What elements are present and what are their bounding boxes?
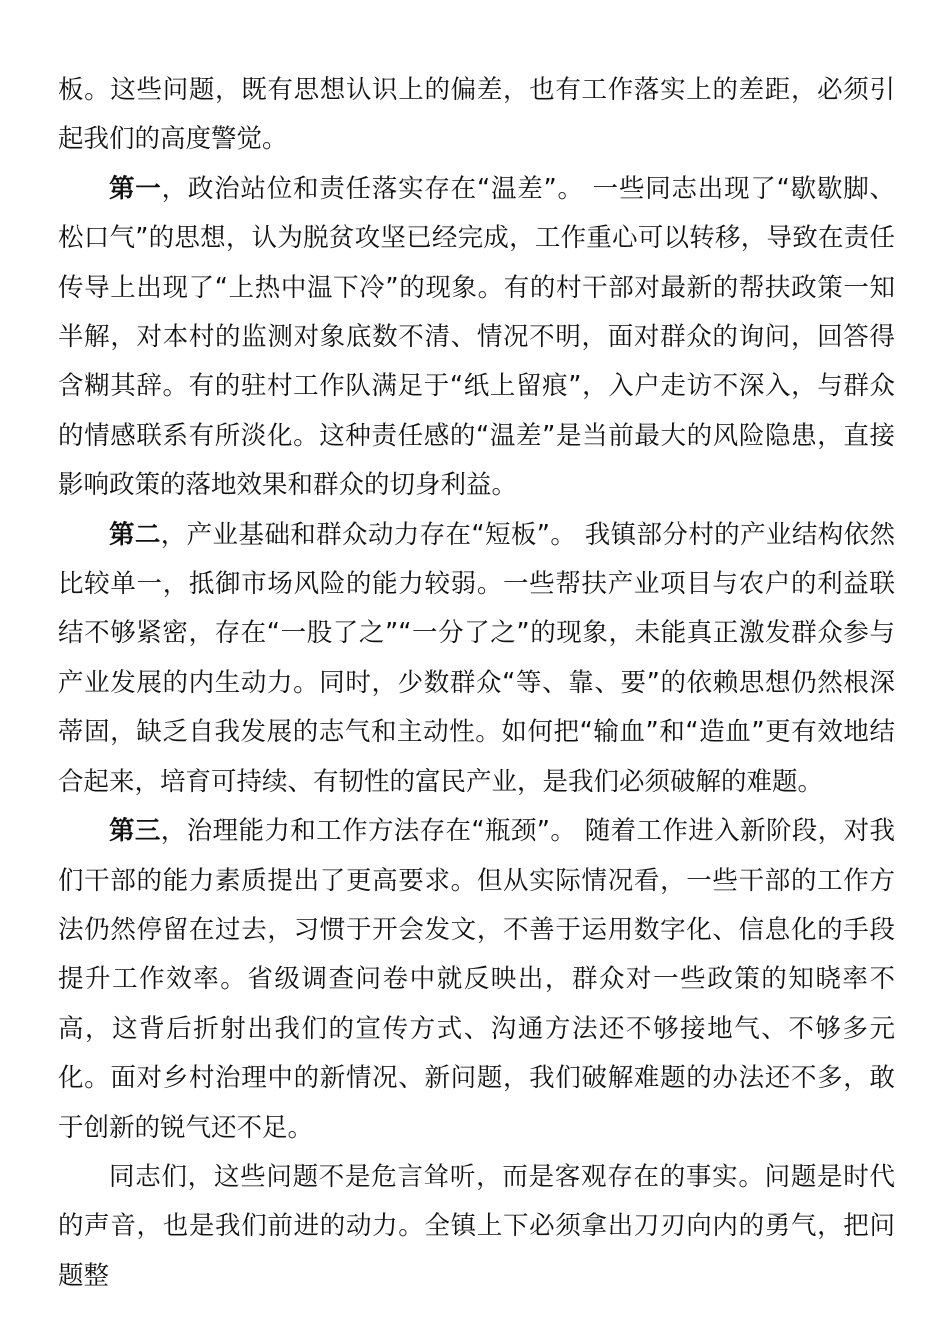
paragraph-second-issue <box>58 511 895 807</box>
paragraph-text: 板。这些问题，既有思想认识上的偏差，也有工作落实上的差距，必须引起我们的高度警觉。 <box>58 75 895 155</box>
paragraph-text: ，产业基础和群众动力存在“短板”。 我镇部分村的产业结构依然比较单一，抵御市场风险的能力较弱。一些帮扶产业项目与农户的利益联结不够紧密，存在“一股了之”“一分了之”的现象，未能真正激发群众参与产业发展的内生动力。同时，少数群众“等、靠、要”的依赖思想仍然根深蒂固，缺乏自我发展的志气和主动性。如何把“输血”和“造血”更有效地结合起来，培育可持续、有韧性的富民产业，是我们必须破解的难题。 <box>58 519 895 797</box>
paragraph-continuation <box>58 66 895 165</box>
paragraph-lead: 第三 <box>109 816 161 847</box>
paragraph-closing <box>58 1153 895 1301</box>
paragraph-first-issue <box>58 165 895 511</box>
paragraph-lead: 第二 <box>109 519 161 550</box>
paragraph-third-issue <box>58 807 895 1153</box>
paragraph-lead: 第一 <box>109 173 162 204</box>
document-page <box>58 66 895 1301</box>
paragraph-text: ，治理能力和工作方法存在“瓶颈”。 随着工作进入新阶段，对我们干部的能力素质提出了更高要求。但从实际情况看，一些干部的工作方法仍然停留在过去，习惯于开会发文，不善于运用数字化、信息化的手段提升工作效率。省级调查问卷中就反映出，群众对一些政策的知晓率不高，这背后折射出我们的宣传方式、沟通方法还不够接地气、不够多元化。面对乡村治理中的新情况、新问题，我们破解难题的办法还不多，敢于创新的锐气还不足。 <box>58 816 895 1143</box>
paragraph-text: ，政治站位和责任落实存在“温差”。 一些同志出现了“歇歇脚、松口气”的思想，认为脱贫攻坚已经完成，工作重心可以转移，导致在责任传导上出现了“上热中温下冷”的现象。有的村干部对最新的帮扶政策一知半解，对本村的监测对象底数不清、情况不明，面对群众的询问，回答得含糊其辞。有的驻村工作队满足于“纸上留痕”，入户走访不深入，与群众的情感联系有所淡化。这种责任感的“温差”是当前最大的风险隐患，直接影响政策的落地效果和群众的切身利益。 <box>58 173 895 501</box>
paragraph-text: 同志们，这些问题不是危言耸听，而是客观存在的事实。问题是时代的声音，也是我们前进的动力。全镇上下必须拿出刀刃向内的勇气，把问题整 <box>58 1161 895 1291</box>
